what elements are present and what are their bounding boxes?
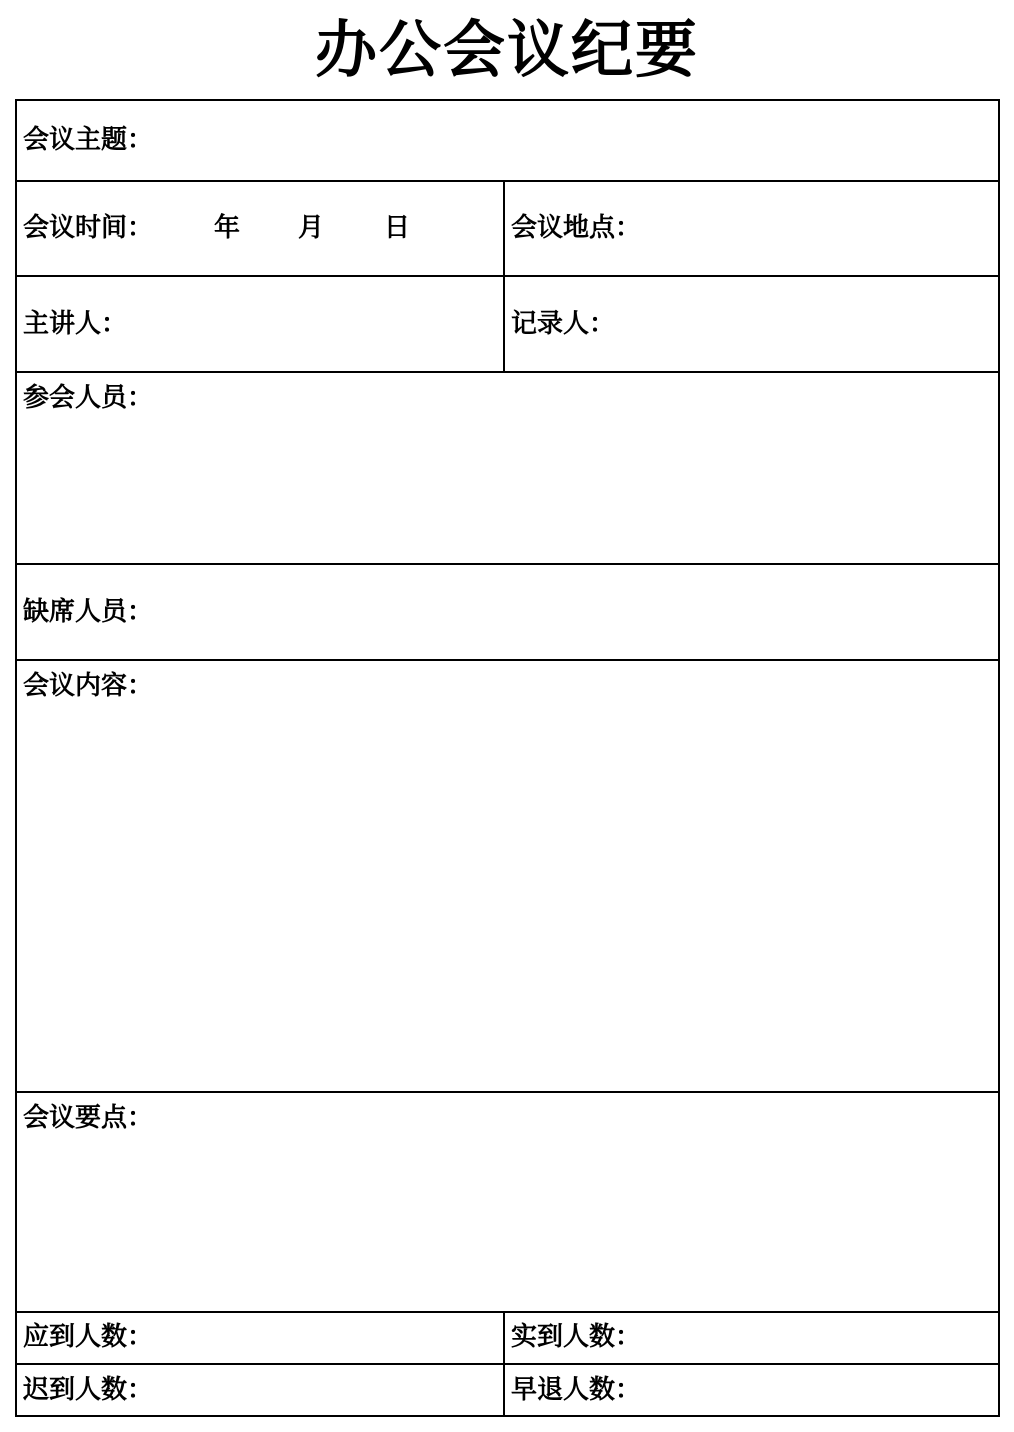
key-points-label: 会议要点： (23, 1103, 154, 1133)
recorder-label: 记录人： (511, 309, 616, 339)
row-divider (17, 371, 998, 373)
row-divider (17, 1363, 998, 1365)
topic-label: 会议主题： (23, 125, 154, 155)
row-divider (17, 180, 998, 182)
month-label: 月 (298, 213, 325, 243)
speaker-label: 主讲人： (23, 309, 128, 339)
expected-count-label: 应到人数： (23, 1322, 154, 1352)
column-divider (503, 180, 505, 373)
meeting-form (15, 99, 1000, 1417)
early-leave-count-label: 早退人数： (511, 1375, 642, 1405)
row-divider (17, 563, 998, 565)
page-title: 办公会议纪要 (314, 13, 699, 86)
location-label: 会议地点： (511, 213, 642, 243)
time-label: 会议时间： (23, 213, 154, 243)
absentees-label: 缺席人员： (23, 597, 154, 627)
year-label: 年 (214, 213, 241, 243)
row-divider (17, 659, 998, 661)
attendees-label: 参会人员： (23, 383, 154, 413)
row-divider (17, 1311, 998, 1313)
row-divider (17, 1091, 998, 1093)
content-label: 会议内容： (23, 671, 154, 701)
day-label: 日 (384, 213, 411, 243)
row-divider (17, 275, 998, 277)
column-divider (503, 1311, 505, 1417)
actual-count-label: 实到人数： (511, 1322, 642, 1352)
late-count-label: 迟到人数： (23, 1375, 154, 1405)
